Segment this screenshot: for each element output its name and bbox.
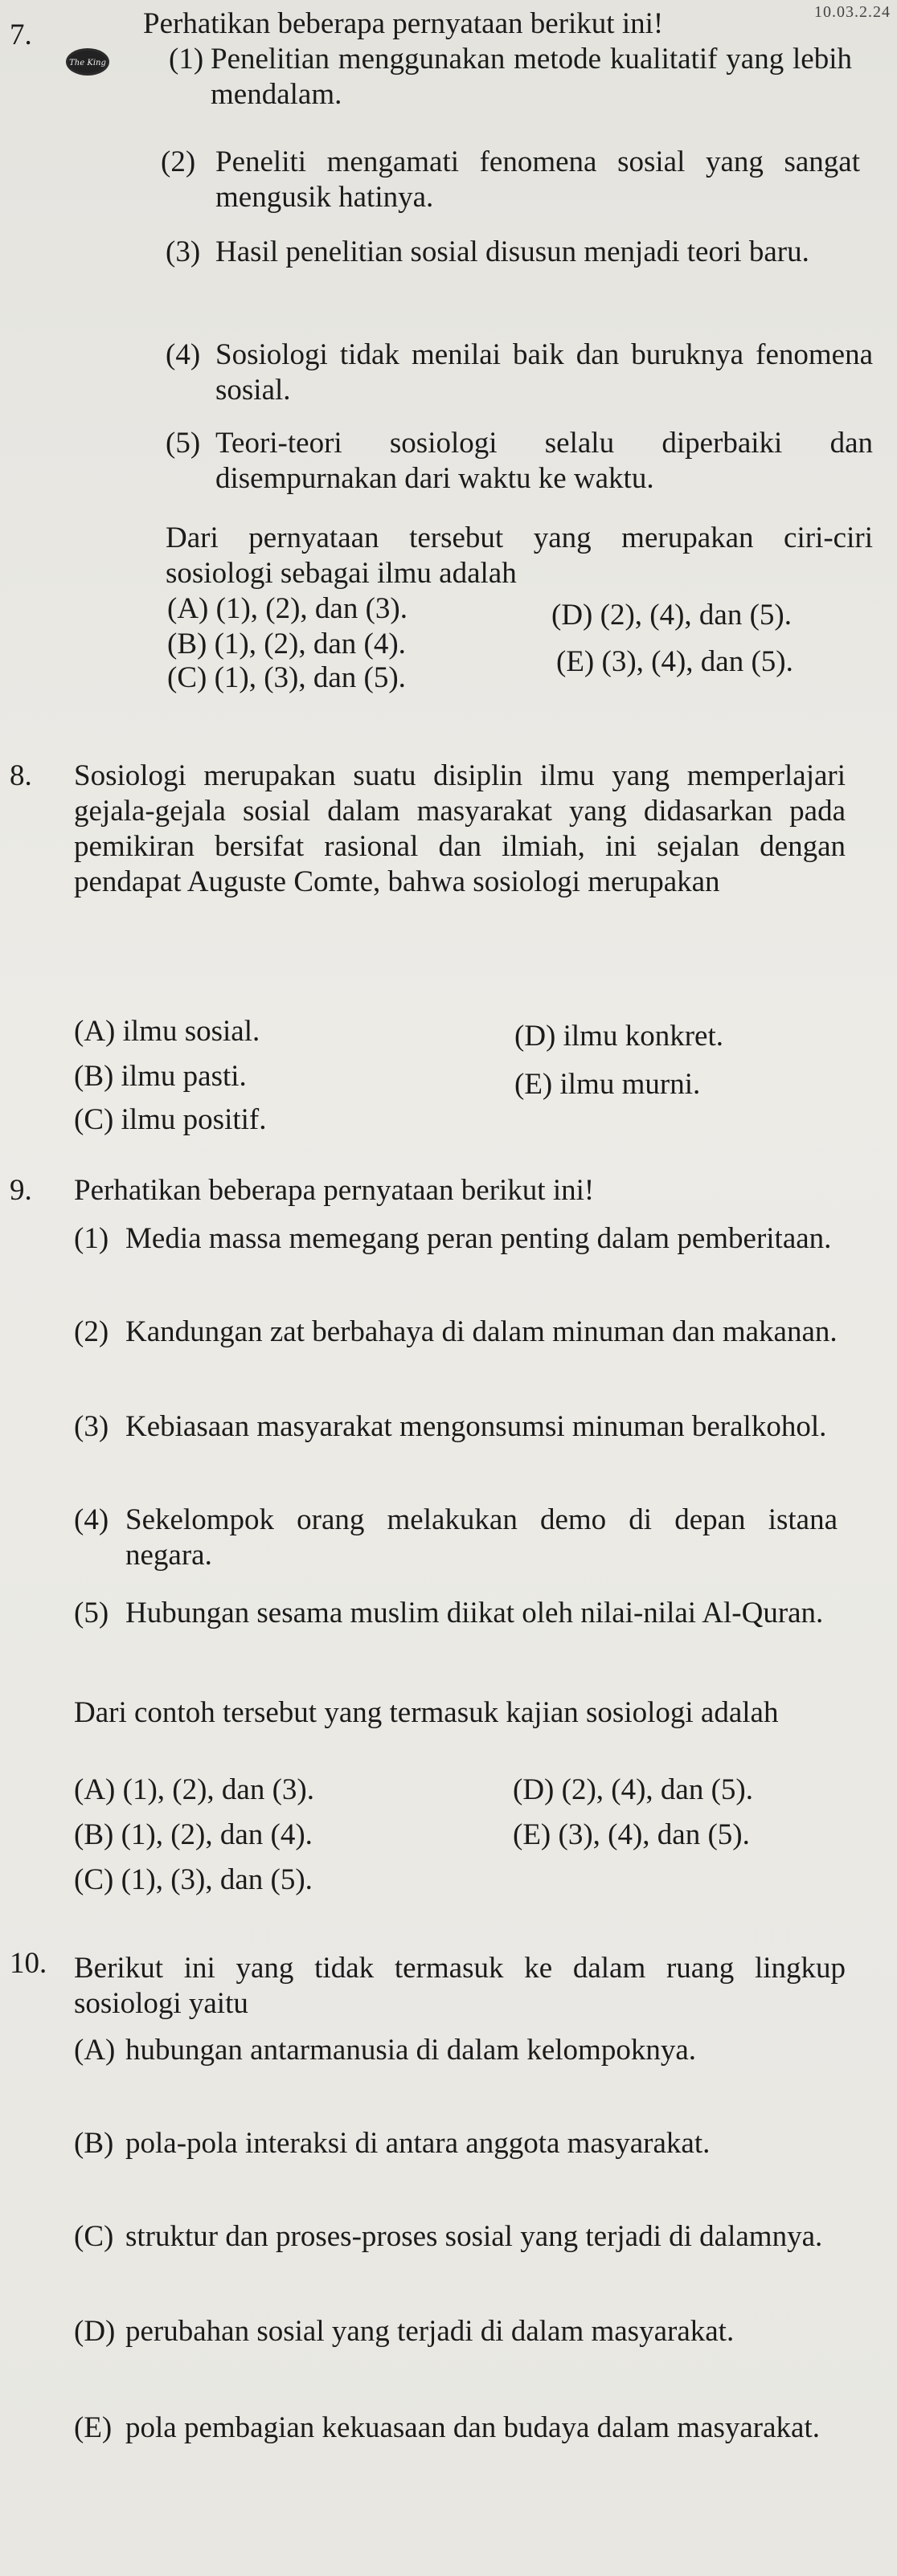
- statement-text: Kandungan zat berbahaya di dalam minuman dan makanan.: [125, 1315, 838, 1348]
- option-c[interactable]: [74, 1102, 266, 1138]
- statement-text: Penelitian menggunakan metode kualitatif yang lebih mendalam.: [211, 43, 852, 111]
- statement-text: Hubungan sesama muslim diikat oleh nilai-nilai Al-Quran.: [125, 1597, 824, 1629]
- question-text: Dari pernyataan tersebut yang merupakan ciri-ciri sosiologi sebagai ilmu adalah: [166, 521, 873, 590]
- option-text: ilmu murni.: [559, 1068, 701, 1101]
- option-label: (C): [167, 661, 207, 694]
- statement-label: (2): [161, 145, 196, 178]
- option-text: (3), (4), dan (5).: [558, 1818, 750, 1851]
- option-text: (1), (2), dan (4).: [214, 628, 406, 660]
- option-text: (1), (2), dan (3).: [215, 592, 408, 625]
- option-label: (B): [167, 628, 207, 660]
- option-text: (2), (4), dan (5).: [600, 599, 792, 632]
- statement-label: (5): [166, 427, 201, 460]
- option-e[interactable]: [556, 644, 793, 680]
- statement-label: (3): [74, 1410, 109, 1443]
- question-text: Berikut ini yang tidak termasuk ke dalam ruang lingkup sosiologi yaitu: [74, 1952, 846, 2020]
- option-label: (A): [74, 1773, 116, 1806]
- option-text: hubungan antarmanusia di dalam kelompoknya.: [125, 2034, 697, 2067]
- option-label: (E): [556, 645, 595, 678]
- question-text: Dari contoh tersebut yang termasuk kajian sosiologi adalah: [74, 1696, 779, 1729]
- statement-label: (4): [166, 338, 201, 371]
- option-b[interactable]: [167, 627, 406, 662]
- option-label: (E): [74, 2411, 113, 2444]
- question-number: 8.: [10, 759, 32, 792]
- option-text: pola-pola interaksi di antara anggota masyarakat.: [125, 2127, 711, 2160]
- option-a[interactable]: [167, 591, 408, 627]
- option-label: (E): [513, 1818, 551, 1851]
- option-text: ilmu pasti.: [121, 1060, 247, 1093]
- option-label: (C): [74, 1863, 114, 1896]
- statement-text: Peneliti mengamati fenomena sosial yang sangat mengusik hatinya.: [215, 145, 860, 214]
- option-text: ilmu positif.: [121, 1103, 267, 1136]
- statement-label: (2): [74, 1315, 109, 1348]
- statement-text: Sosiologi tidak menilai baik dan buruknya fenomena sosial.: [215, 338, 873, 407]
- option-a[interactable]: [74, 1014, 260, 1049]
- the-king-logo-icon: [66, 48, 109, 76]
- option-label: (D): [513, 1773, 555, 1806]
- question-text: Sosiologi merupakan suatu disiplin ilmu yang memperlajari gejala-gejala sosial dalam masyarakat yang didasarkan pada pemikiran bersifat rasional dan ilmiah, ini sejalan dengan pendapat Auguste Comte, bahwa sosiologi merupakan: [74, 759, 846, 898]
- statement-text: Sekelompok orang melakukan demo di depan istana negara.: [125, 1503, 838, 1572]
- option-text: perubahan sosial yang terjadi di dalam masyarakat.: [125, 2315, 735, 2348]
- statement-label: (1): [74, 1222, 109, 1255]
- statement-text: Teori-teori sosiologi selalu diperbaiki dan disempurnakan dari waktu ke waktu.: [215, 427, 873, 495]
- option-label: (D): [514, 1020, 556, 1053]
- option-label: (A): [74, 1015, 116, 1048]
- option-label: (E): [514, 1068, 553, 1101]
- question-number: 10.: [10, 1947, 47, 1980]
- option-d[interactable]: [551, 598, 792, 633]
- option-c[interactable]: [167, 660, 406, 696]
- statement-text: Media massa memegang peran penting dalam pemberitaan.: [125, 1222, 832, 1255]
- option-text: (2), (4), dan (5).: [561, 1773, 753, 1806]
- statement-label: (1): [169, 43, 204, 76]
- option-label: (D): [551, 599, 593, 632]
- option-text: (1), (2), dan (3).: [122, 1773, 314, 1806]
- statement-label: (4): [74, 1503, 109, 1536]
- option-label: (B): [74, 1818, 114, 1851]
- option-text: (1), (3), dan (5).: [121, 1863, 313, 1896]
- option-e[interactable]: [514, 1067, 700, 1102]
- option-text: struktur dan proses-proses sosial yang terjadi di dalamnya.: [125, 2220, 823, 2253]
- option-d[interactable]: [513, 1773, 753, 1808]
- option-b[interactable]: [74, 1818, 313, 1853]
- option-label: (A): [167, 592, 209, 625]
- option-c[interactable]: [74, 1862, 313, 1898]
- statement-label: (3): [166, 235, 201, 268]
- page-code-label: 10.03.2.24: [814, 3, 891, 21]
- question-intro: Perhatikan beberapa pernyataan berikut ini!: [74, 1174, 595, 1207]
- option-label: (D): [74, 2315, 116, 2348]
- option-label: (A): [74, 2034, 116, 2067]
- option-text: (1), (2), dan (4).: [121, 1818, 313, 1851]
- option-text: pola pembagian kekuasaan dan budaya dalam masyarakat.: [125, 2411, 821, 2444]
- option-text: ilmu konkret.: [563, 1020, 723, 1053]
- option-e[interactable]: [513, 1818, 750, 1853]
- option-text: (3), (4), dan (5).: [601, 645, 793, 678]
- statement-text: Kebiasaan masyarakat mengonsumsi minuman beralkohol.: [125, 1410, 827, 1443]
- option-text: ilmu sosial.: [122, 1015, 260, 1048]
- option-label: (C): [74, 1103, 114, 1136]
- question-number: 9.: [10, 1174, 32, 1207]
- option-a[interactable]: [74, 1773, 314, 1808]
- question-number: 7.: [10, 18, 32, 51]
- option-label: (B): [74, 2127, 114, 2160]
- option-label: (C): [74, 2220, 114, 2253]
- option-b[interactable]: [74, 1059, 247, 1094]
- statement-label: (5): [74, 1597, 109, 1629]
- option-text: (1), (3), dan (5).: [214, 661, 406, 694]
- question-intro: Perhatikan beberapa pernyataan berikut ini!: [143, 7, 664, 40]
- statement-text: Hasil penelitian sosial disusun menjadi teori baru.: [215, 235, 809, 268]
- option-label: (B): [74, 1060, 114, 1093]
- svg-text:The King: The King: [69, 59, 106, 67]
- option-d[interactable]: [514, 1019, 723, 1054]
